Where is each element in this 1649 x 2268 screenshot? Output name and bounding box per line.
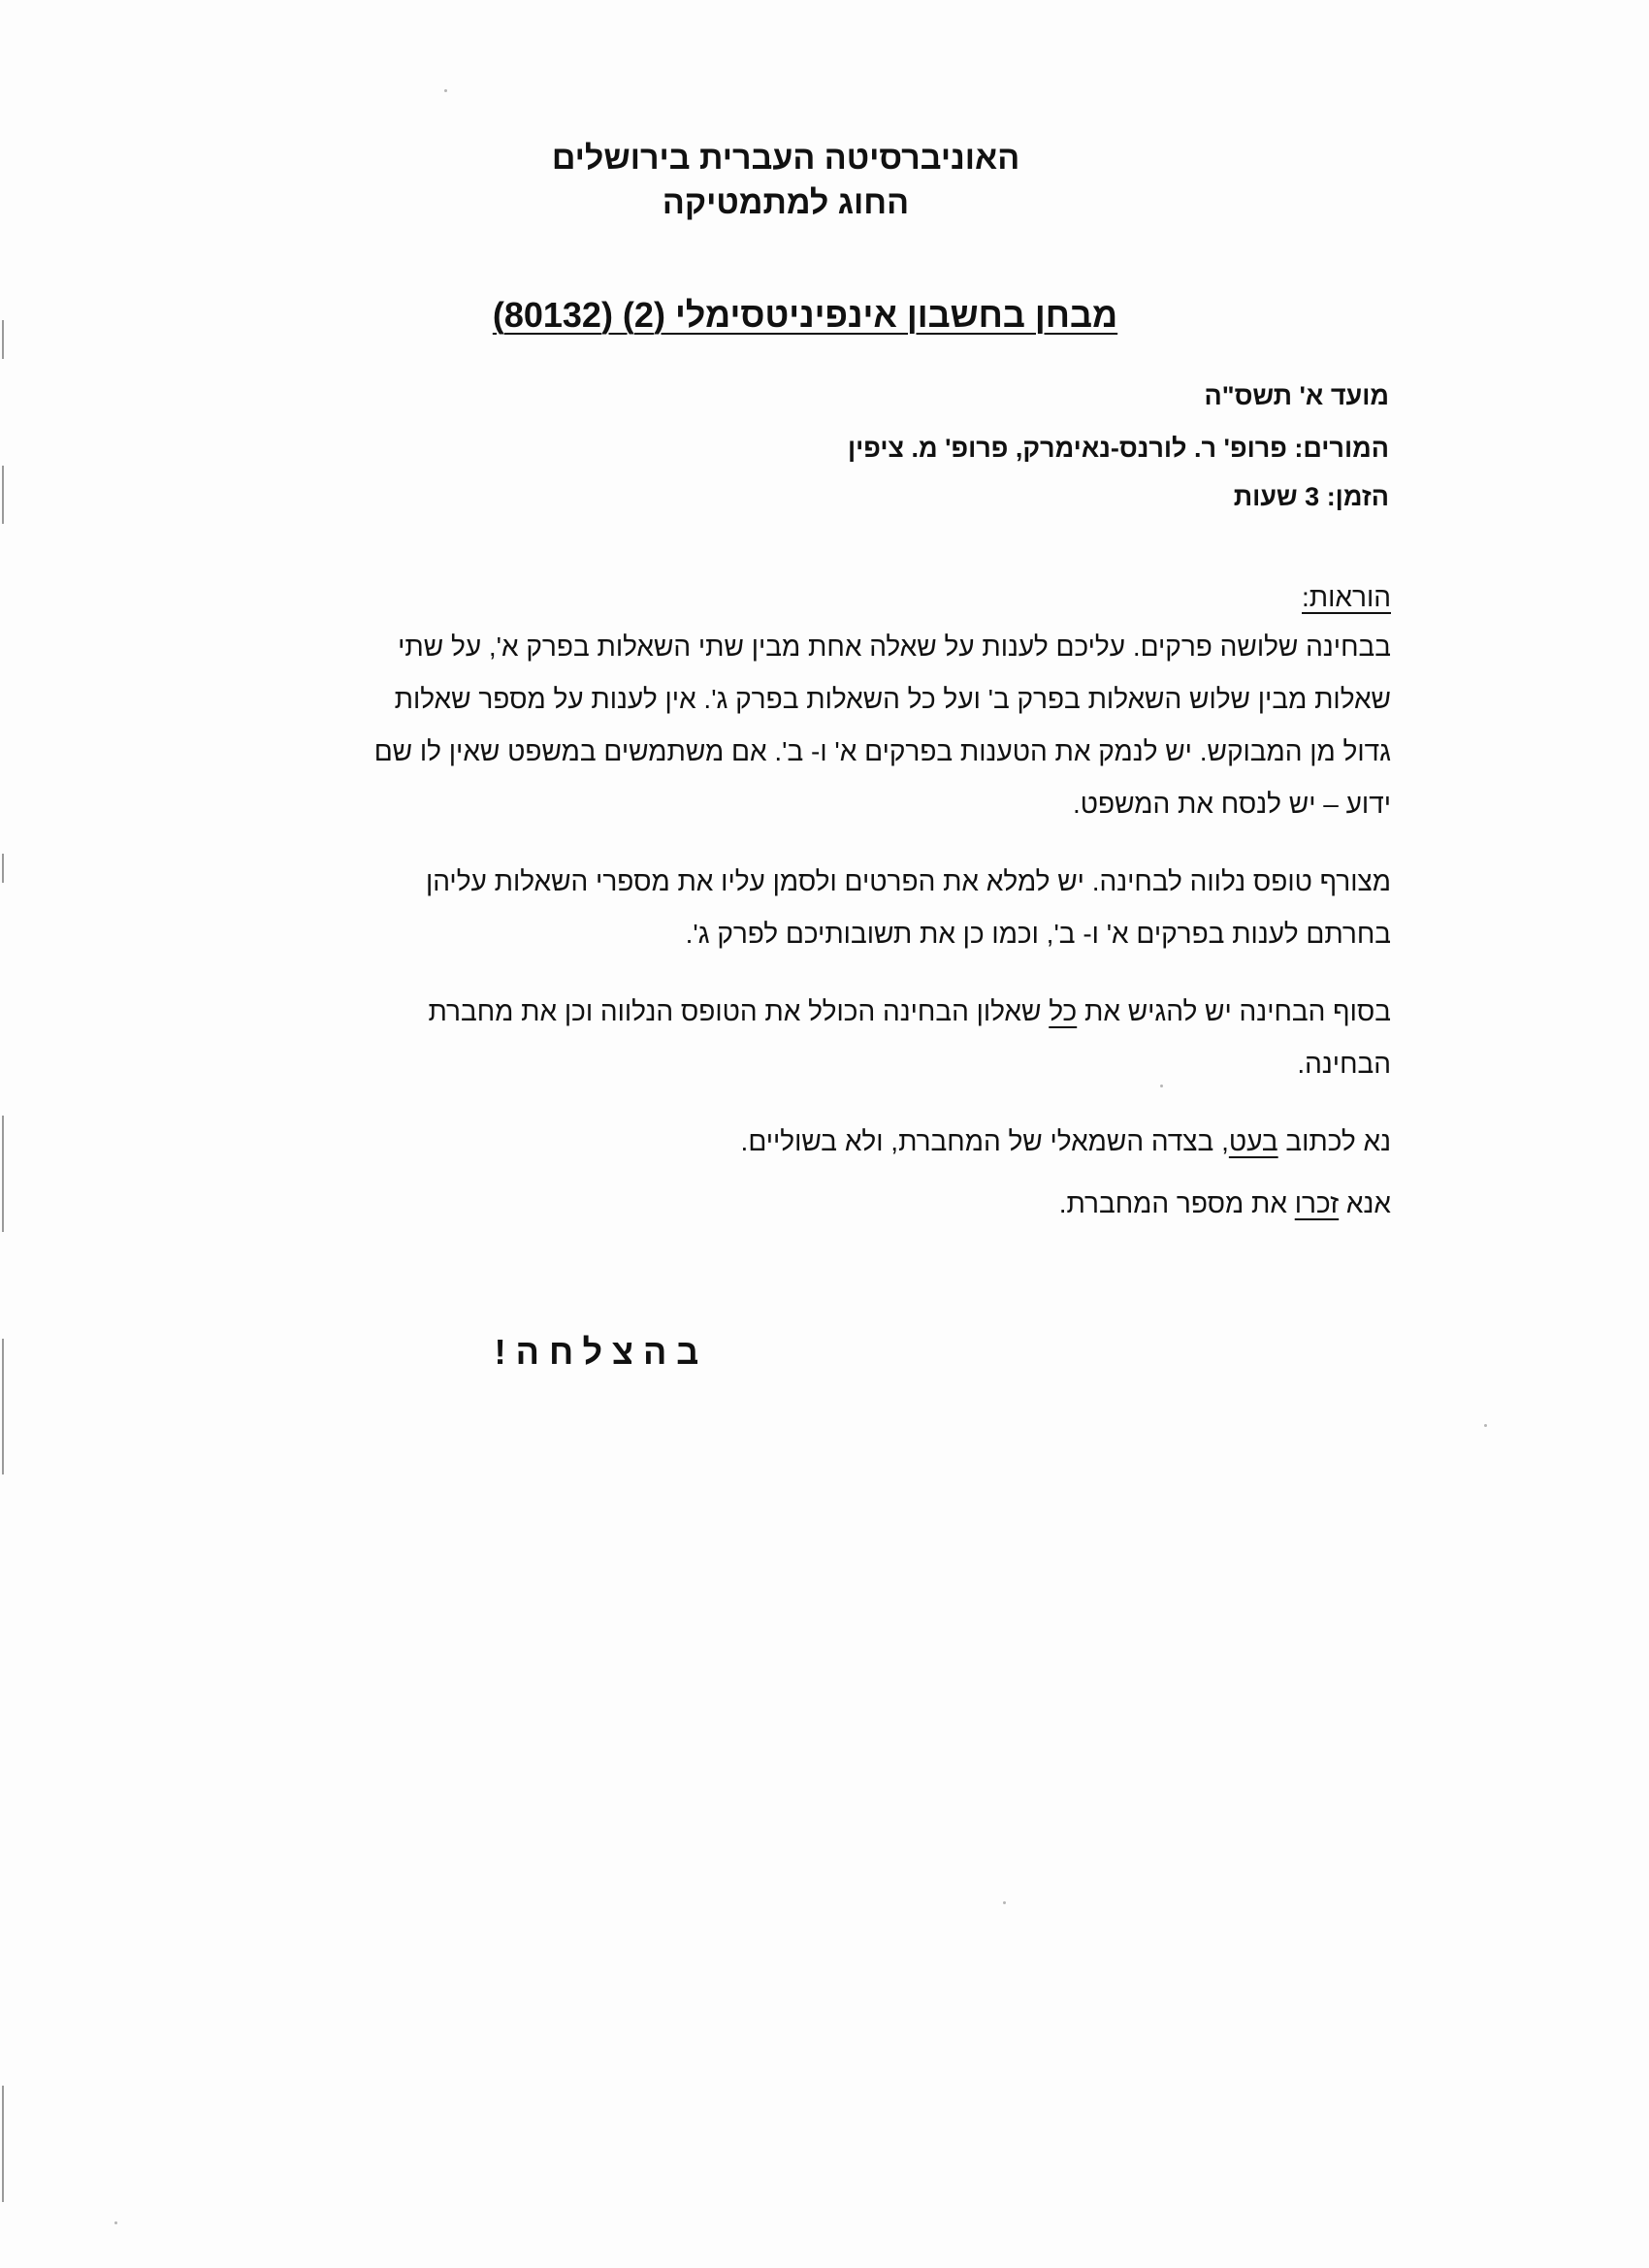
instructions-paragraph-5 [1059, 1178, 1391, 1230]
text-run: אנא [1339, 1188, 1391, 1218]
exam-duration: הזמן: 3 שעות [1233, 482, 1389, 511]
instructions-paragraph-2 [426, 856, 1391, 960]
scan-edge-mark [2, 466, 4, 524]
instructions-paragraph-3 [429, 986, 1392, 1090]
scan-speck [1484, 1424, 1487, 1427]
exam-title [436, 291, 1174, 340]
emphasis-underlined: בעט [1228, 1126, 1278, 1156]
paragraph-line [429, 986, 1392, 1038]
department-name: החוג למתמטיקה [662, 184, 910, 221]
instructions-paragraph-4 [741, 1116, 1391, 1168]
exam-session: מועד א' תשס"ה [1204, 381, 1389, 410]
instructions-heading: הוראות: [1302, 582, 1391, 612]
scan-edge-mark [2, 854, 4, 883]
paragraph-line: גדול מן המבוקש. יש לנמק את הטענות בפרקים א' ו- ב'. אם משתמשים במשפט שאין לו שם [373, 736, 1391, 766]
instructions-paragraph-1 [374, 621, 1391, 830]
exam-lecturers: המורים: פרופ' ר. לורנס-נאימרק, פרופ' מ. ציפין [848, 434, 1389, 463]
text-run: שאלון הבחינה הכולל את הטופס הנלווה וכן את מחברת [428, 996, 1050, 1026]
scan-speck [114, 2221, 117, 2224]
text-run: בסוף הבחינה יש להגיש את [1077, 996, 1391, 1026]
paragraph-line: ידוע – יש לנסח את המשפט. [1072, 789, 1391, 819]
scan-edge-mark [2, 2086, 4, 2202]
scan-edge-mark [2, 1116, 4, 1232]
paragraph-line [1059, 1178, 1391, 1230]
text-run: את מספר המחברת. [1058, 1188, 1295, 1218]
emphasis-underlined: זכרו [1294, 1188, 1340, 1218]
scan-speck [1003, 1901, 1006, 1904]
paragraph-line [741, 1116, 1391, 1168]
emphasis-underlined: כל [1049, 996, 1078, 1026]
exam-title-text: מבחן בחשבון אינפיניטסימלי (2) (80132) [492, 295, 1118, 335]
header-block [485, 136, 1086, 225]
scan-edge-mark [2, 320, 4, 359]
good-luck-text: בהצלחה! [494, 1332, 709, 1372]
paragraph-line: בבחינה שלושה פרקים. עליכם לענות על שאלה אחת מבין שתי השאלות בפרק א', על שתי [398, 632, 1391, 662]
scan-speck [444, 89, 447, 92]
university-name: האוניברסיטה העברית בירושלים [551, 140, 1020, 177]
paragraph-line: בחרתם לענות בפרקים א' ו- ב', וכמו כן את תשובותיכם לפרק ג'. [685, 919, 1391, 949]
text-run: נא לכתוב [1277, 1126, 1391, 1156]
scan-edge-mark [2, 1339, 4, 1474]
paragraph-line: הבחינה. [1297, 1049, 1391, 1079]
paragraph-line: שאלות מבין שלוש השאלות בפרק ב' ועל כל השאלות בפרק ג'. אין לענות על מספר שאלות [394, 684, 1391, 714]
paragraph-line: מצורף טופס נלווה לבחינה. יש למלא את הפרטים ולסמן עליו את מספרי השאלות עליהן [425, 866, 1391, 896]
text-run: , בצדה השמאלי של המחברת, ולא בשוליים. [740, 1126, 1229, 1156]
